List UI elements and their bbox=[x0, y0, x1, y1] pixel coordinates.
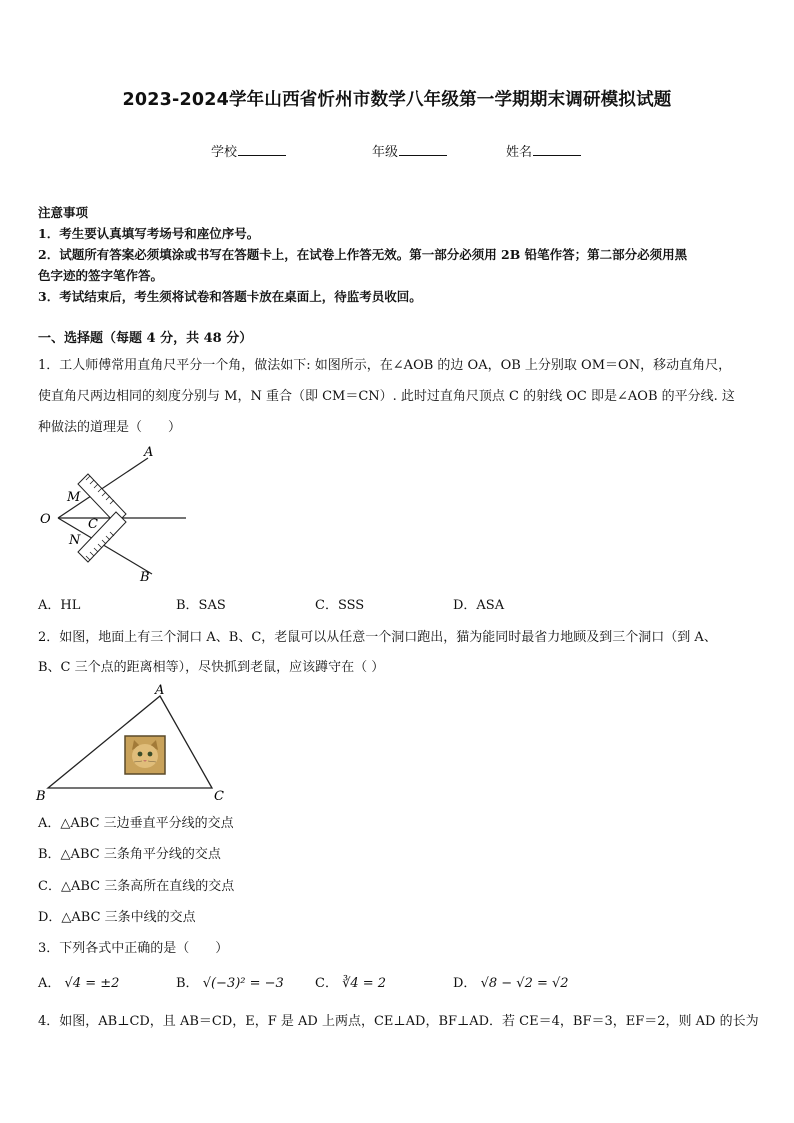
q1-stem-line: 1．工人师傅常用直角尺平分一个角，做法如下: 如图所示，在∠AOB 的边 OA，OB 上分别取 OM＝ON，移动直角尺， bbox=[38, 358, 732, 373]
q1-option-d[interactable]: D．ASA bbox=[453, 598, 505, 613]
q3-stem: 3．下列各式中正确的是（ ） bbox=[38, 941, 229, 956]
q3-option-d-label: D． bbox=[453, 976, 477, 991]
notice-item: 1．考生要认真填写考场号和座位序号。 bbox=[38, 226, 260, 241]
grade-field bbox=[372, 141, 447, 160]
q3-option-d-expr: √8 − √2 = √2 bbox=[480, 976, 569, 991]
notice-item: 色字迹的签字笔作答。 bbox=[38, 268, 164, 283]
school-blank bbox=[238, 143, 286, 156]
q3-option-c[interactable] bbox=[315, 972, 386, 991]
label-b: B bbox=[140, 570, 150, 585]
q2-stem-line: B、C 三个点的距离相等），尽快抓到老鼠，应该蹲守在（ ） bbox=[38, 660, 385, 675]
q1-figure bbox=[36, 440, 196, 586]
school-field bbox=[211, 141, 286, 160]
school-label: 学校 bbox=[211, 145, 238, 160]
name-field bbox=[506, 141, 581, 160]
q1-stem-line: 种做法的道理是（ ） bbox=[38, 420, 182, 435]
q2-figure bbox=[34, 680, 234, 804]
label-a: A bbox=[144, 445, 154, 460]
label-o: O bbox=[40, 512, 51, 527]
q2-option-a[interactable]: A．△ABC 三边垂直平分线的交点 bbox=[38, 816, 234, 831]
cat-image bbox=[125, 736, 165, 774]
label-b: B bbox=[36, 789, 46, 804]
grade-label: 年级 bbox=[372, 145, 399, 160]
q3-option-b[interactable] bbox=[176, 972, 284, 991]
q2-option-b[interactable]: B．△ABC 三条角平分线的交点 bbox=[38, 847, 221, 862]
q1-option-a[interactable]: A．HL bbox=[38, 598, 81, 613]
q3-option-b-label: B． bbox=[176, 976, 199, 991]
q3-option-a-expr: √4 = ±2 bbox=[64, 976, 120, 991]
q3-option-c-label: C． bbox=[315, 976, 338, 991]
label-c: C bbox=[88, 517, 98, 532]
q2-stem-line: 2．如图，地面上有三个洞口 A、B、C，老鼠可以从任意一个洞口跑出，猫为能同时最省力地顾及到三个洞口（到 A、 bbox=[38, 630, 717, 645]
q1-option-c[interactable]: C．SSS bbox=[315, 598, 365, 613]
q3-option-b-expr: √(−3)² = −3 bbox=[202, 976, 284, 991]
notice-item: 3．考试结束后，考生须将试卷和答题卡放在桌面上，待监考员收回。 bbox=[38, 289, 422, 304]
q3-option-d[interactable] bbox=[453, 972, 569, 991]
q4-stem: 4．如图，AB⊥CD，且 AB＝CD，E，F 是 AD 上两点，CE⊥AD，BF⊥AD．若 CE＝4，BF＝3，EF＝2，则 AD 的长为 bbox=[38, 1014, 759, 1029]
label-a: A bbox=[155, 683, 165, 698]
q2-option-d[interactable]: D．△ABC 三条中线的交点 bbox=[38, 910, 196, 925]
page-title: 2023-2024学年山西省忻州市数学八年级第一学期期末调研模拟试题 bbox=[122, 90, 672, 110]
q2-option-c[interactable]: C．△ABC 三条高所在直线的交点 bbox=[38, 879, 235, 894]
q3-option-c-expr: ∛4 = 2 bbox=[342, 976, 387, 991]
q3-option-a-label: A． bbox=[38, 976, 61, 991]
q1-stem-line: 使直角尺两边相同的刻度分别与 M，N 重合（即 CM＝CN）. 此时过直角尺顶点 C 的射线 OC 即是∠AOB 的平分线. 这 bbox=[38, 389, 735, 404]
notice-item: 2．试题所有答案必须填涂或书写在答题卡上，在试卷上作答无效。第一部分必须用 2B 铅笔作答；第二部分必须用黑 bbox=[38, 247, 688, 262]
label-c: C bbox=[214, 789, 224, 804]
notice-heading: 注意事项 bbox=[38, 205, 89, 220]
name-blank bbox=[533, 143, 581, 156]
label-m: M bbox=[67, 490, 81, 505]
name-label: 姓名 bbox=[506, 145, 533, 160]
q3-option-a[interactable] bbox=[38, 972, 119, 991]
label-n: N bbox=[69, 533, 81, 548]
grade-blank bbox=[399, 143, 447, 156]
section-heading: 一、选择题（每题 4 分，共 48 分） bbox=[38, 331, 253, 346]
q1-option-b[interactable]: B．SAS bbox=[176, 598, 226, 613]
